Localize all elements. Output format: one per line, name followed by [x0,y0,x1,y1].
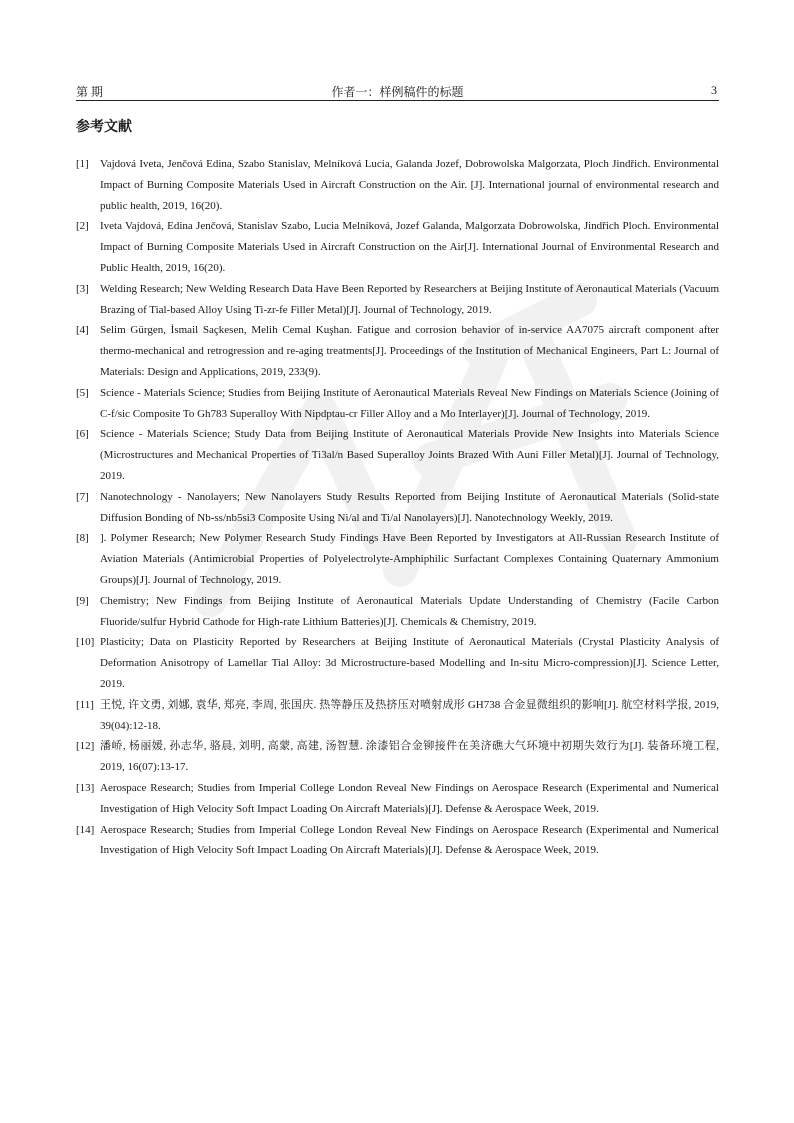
reference-text: Nanotechnology - Nanolayers; New Nanolayers Study Results Reported from Beijing Institute of Aeronautical Materials (Solid-state Diffusion Bonding of Nb-ss/nb5si3 Composite Using Ni/al and Ti/al Nanolayers)[J]. Nanotechnology Weekly, 2019. [100,490,719,524]
reference-number: [6] [76,428,89,441]
reference-number: [10] [76,636,95,649]
page-number: 3 [711,83,717,97]
reference-number: [4] [76,324,89,337]
reference-text: 潘峤, 杨丽媛, 孙志华, 骆晨, 刘明, 高蒙, 高建, 汤智慧. 涂漆铝合金铆接件在美济礁大气环境中初期失效行为[J]. 装备环境工程, 2019, 16(07):13-17. [100,740,719,774]
reference-number: [1] [76,158,89,170]
references-heading: 参考文献 [76,119,132,135]
reference-text: Iveta Vajdová, Edina Jenčová, Stanislav Szabo, Lucia Melníková, Jozef Galanda, Malgorzata Dobrowolska, Jindřich Ploch. Environmental Impact of Burning Composite Materials Used in Aircraft Construction on the Air[J]. International Journal of Environmental Research and Public Health, 2019, 16(20). [100,220,719,274]
reference-number: [2] [76,220,89,233]
running-header [76,82,719,101]
reference-text: Chemistry; New Findings from Beijing Institute of Aeronautical Materials Update Understanding of Chemistry (Facile Carbon Fluoride/sulfur Hybrid Cathode for High-rate Lithium Batteries)[J]. Chemicals & Chemistry, 2019. [100,594,719,628]
reference-number: [7] [76,490,89,503]
issue-label: 第 期 [76,85,104,99]
reference-item [76,320,719,382]
reference-item [76,632,719,694]
reference-text: Welding Research; New Welding Research Data Have Been Reported by Researchers at Beijing Institute of Aeronautical Materials (Vacuum Brazing of Tial-based Alloy Using Ti-zr-fe Filler Metal)[J]. Journal of Technology, 2019. [100,282,720,316]
reference-number: [13] [76,781,95,794]
reference-item [76,279,719,321]
reference-text: Selim Gürgen, İsmail Saçkesen, Melih Cemal Kuşhan. Fatigue and corrosion behavior of in-service AA7075 aircraft component after thermo-mechanical and retrogression and re-aging treatments[J]. Proceedings of the Institution of Mechanical Engineers, Part L: Journal of Materials: Design and Applications, 2019, 233(9). [100,324,719,378]
reference-text: Aerospace Research; Studies from Imperial College London Reveal New Findings on Aerospace Research (Experimental and Numerical Investigation of High Velocity Soft Impact Loading On Aircraft Materials)[J]. Defense & Aerospace Week, 2019. [100,823,719,857]
reference-text: Vajdová Iveta, Jenčová Edina, Szabo Stanislav, Melníková Lucia, Galanda Jozef, Dobrowolska Malgorzata, Ploch Jindřich. Environmental Impact of Burning Composite Materials Used in Aircraft Construction on the Air. [J]. International journal of environmental research and public health, 2019, 16(20). [100,158,719,212]
reference-text: 王悦, 许文勇, 刘娜, 袁华, 郑亮, 李周, 张国庆. 热等静压及热挤压对喷射成形 GH738 合金显微组织的影响[J]. 航空材料学报, 2019, 39(04):12-18. [100,698,719,732]
reference-item [76,778,719,820]
reference-number: [3] [76,282,89,295]
reference-item [76,528,719,590]
reference-list [76,154,719,861]
reference-text: Science - Materials Science; Studies from Beijing Institute of Aeronautical Materials Reveal New Findings on Materials Science (Joining of C-f/sic Composite To Gh783 Superalloy With Nipdptau-cr Filler Alloy and a Mo Interlayer)[J]. Journal of Technology, 2019. [100,386,719,420]
reference-item [76,591,719,633]
reference-item [76,424,719,486]
reference-item [76,487,719,529]
reference-number: [11] [76,698,94,711]
reference-text: Science - Materials Science; Study Data from Beijing Institute of Aeronautical Materials Provide New Insights into Materials Science (Microstructures and Mechanical Properties of Ti3al/n Based Superalloy Joints Brazed With Auni Filler Metal)[J]. Journal of Technology, 2019. [100,428,719,482]
reference-number: [12] [76,740,95,753]
reference-text: Plasticity; Data on Plasticity Reported by Researchers at Beijing Institute of Aeronautical Materials (Crystal Plasticity Analysis of Deformation Anisotropy of Lamellar Tial Alloy: 3d Microstructure-based Modelling and In-situ Micro-compression)[J]. Science Letter, 2019. [100,636,719,690]
article-short-title: 作者一：样例稿件的标题 [331,85,464,99]
reference-item [76,216,719,278]
reference-number: [9] [76,594,89,607]
reference-item [76,383,719,425]
reference-item [76,154,719,216]
reference-number: [14] [76,823,95,836]
reference-text: ]. Polymer Research; New Polymer Research Study Findings Have Been Reported by Investigators at All-Russian Research Institute of Aviation Materials (Antimicrobial Properties of Polyelectrolyte-Amphiphilic Surfactant Complexes Containing Quaternary Ammonium Groups)[J]. Journal of Technology, 2019. [100,532,719,586]
reference-item [76,820,719,862]
reference-number: [8] [76,532,89,545]
reference-number: [5] [76,386,89,399]
reference-text: Aerospace Research; Studies from Imperial College London Reveal New Findings on Aerospace Research (Experimental and Numerical Investigation of High Velocity Soft Impact Loading On Aircraft Materials)[J]. Defense & Aerospace Week, 2019. [100,781,719,815]
reference-item [76,736,719,778]
reference-item [76,695,719,737]
